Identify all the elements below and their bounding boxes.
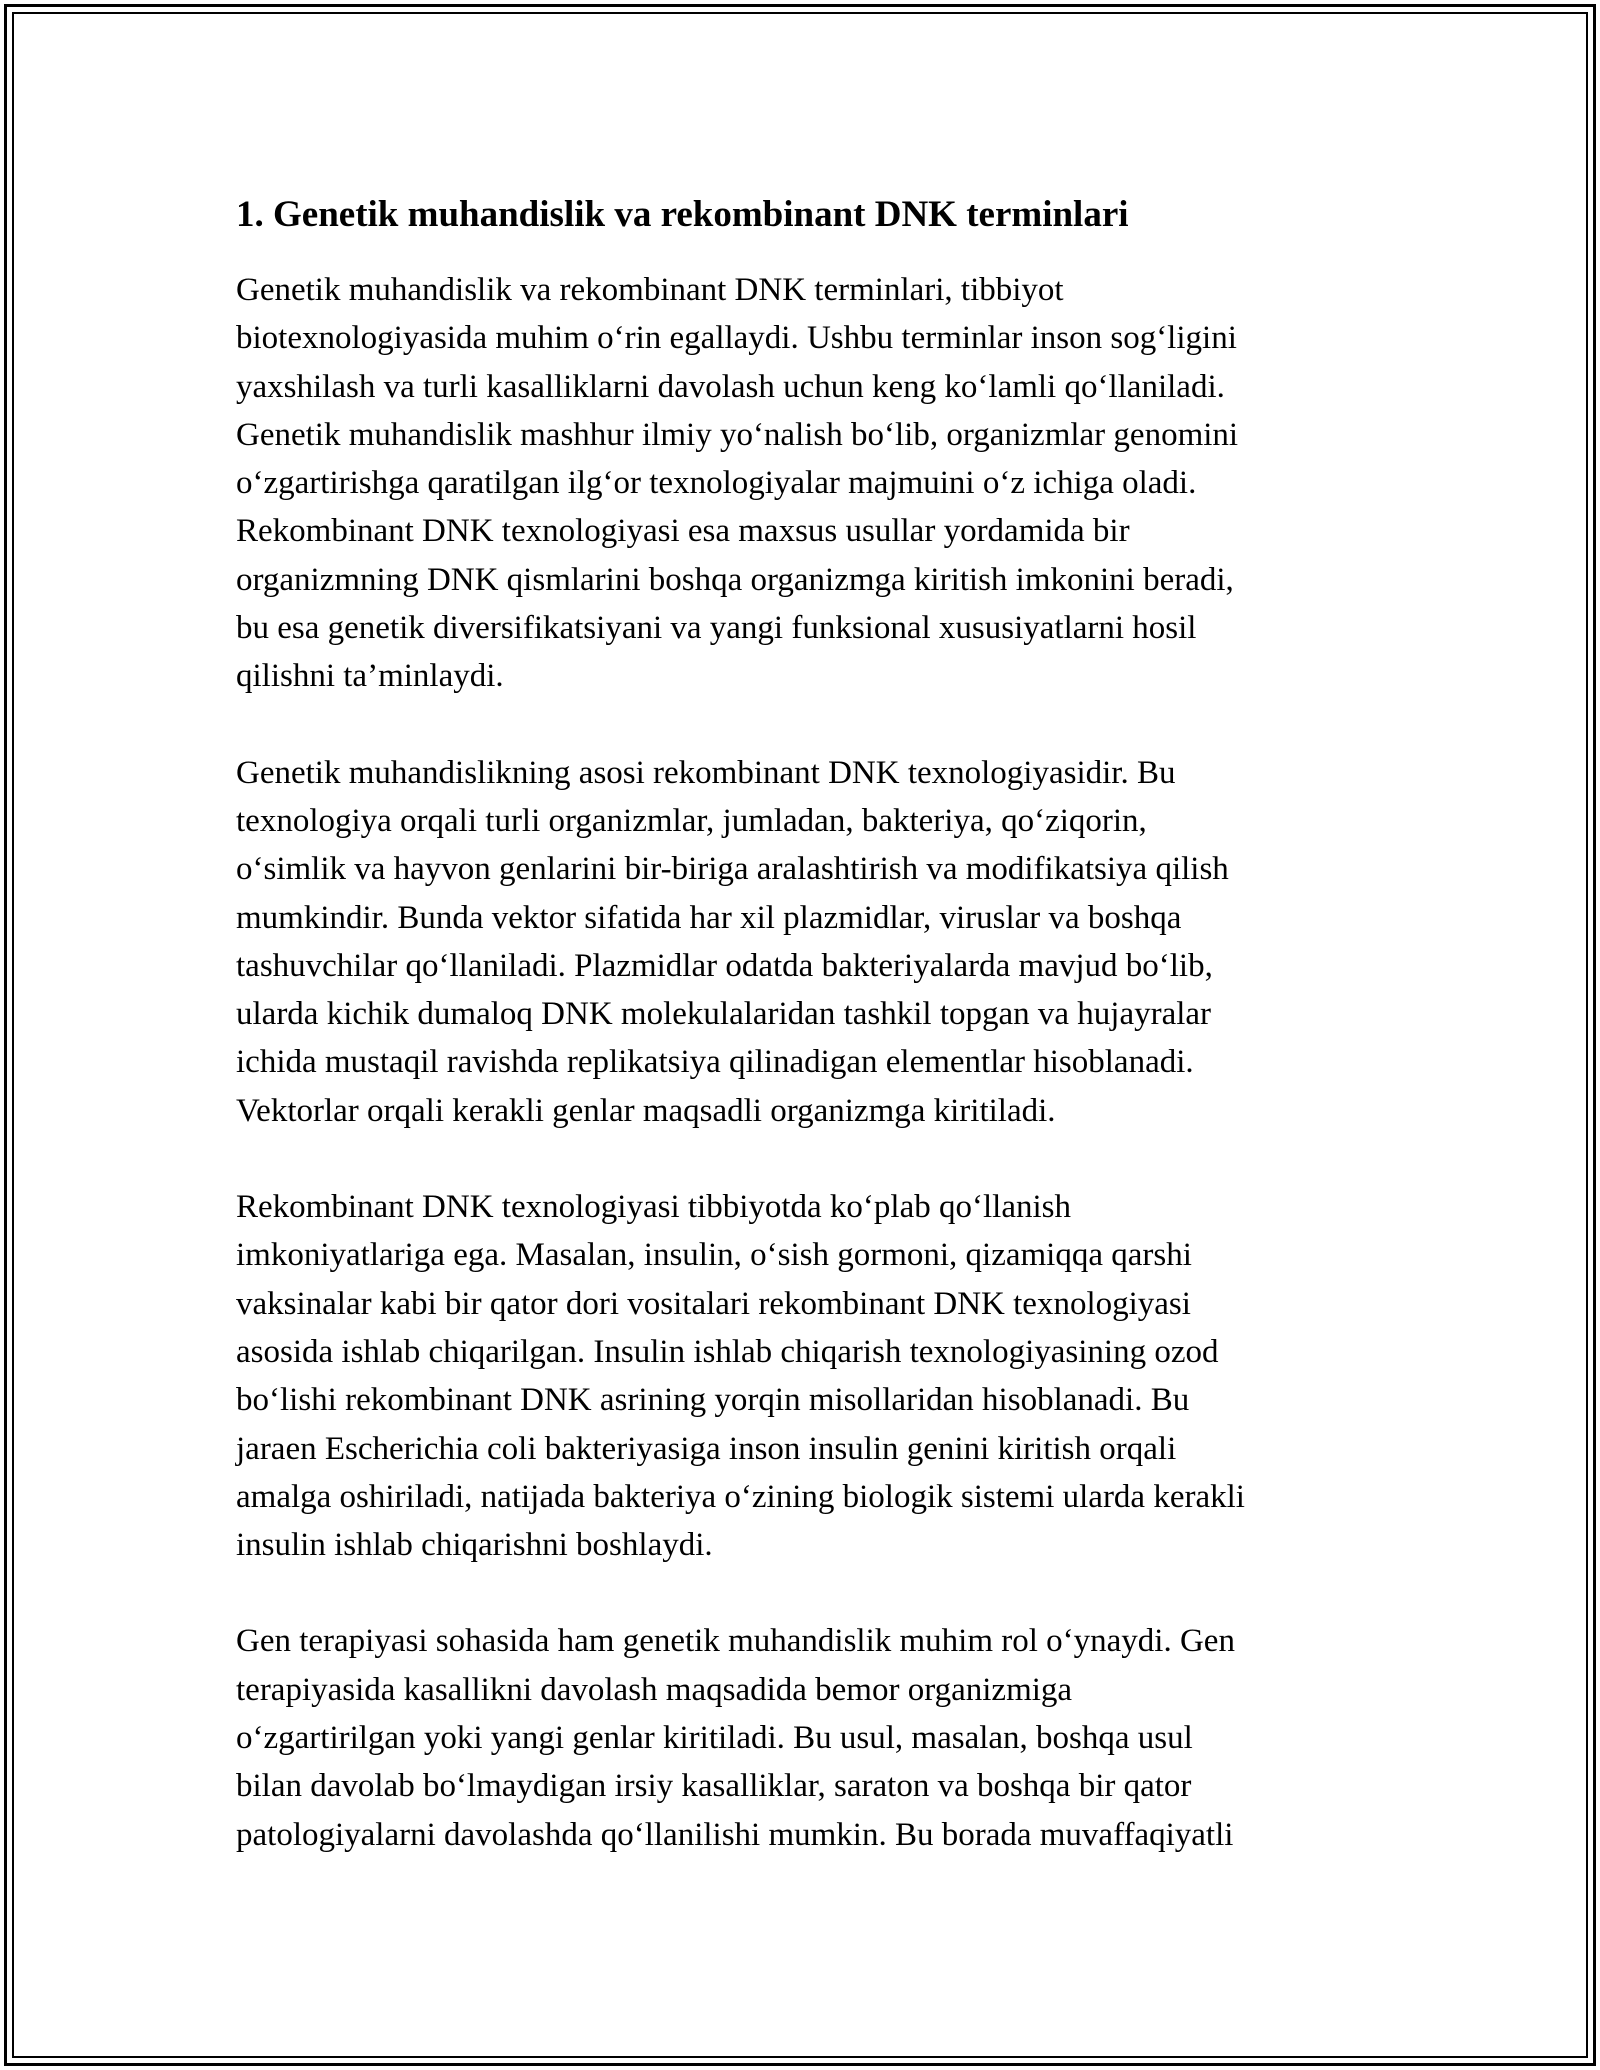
paragraph-1 bbox=[236, 266, 1366, 701]
paragraph-line: bo‘lishi rekombinant DNK asrining yorqin misollaridan hisoblanadi. Bu bbox=[236, 1382, 1190, 1419]
paragraph-line: Rekombinant DNK texnologiyasi tibbiyotda ko‘plab qo‘llanish bbox=[236, 1189, 1071, 1226]
paragraph-line: organizmning DNK qismlarini boshqa organizmga kiritish imkonini beradi, bbox=[236, 561, 1234, 598]
paragraph-line: o‘zgartirishga qaratilgan ilg‘or texnologiyalar majmuini o‘z ichiga oladi. bbox=[236, 465, 1197, 502]
paragraph-line: ichida mustaqil ravishda replikatsiya qilinadigan elementlar hisoblanadi. bbox=[236, 1044, 1194, 1081]
paragraph-line: Rekombinant DNK texnologiyasi esa maxsus usullar yordamida bir bbox=[236, 513, 1130, 550]
paragraph-line: bilan davolab bo‘lmaydigan irsiy kasalliklar, saraton va boshqa bir qator bbox=[236, 1768, 1192, 1805]
paragraph-line: vaksinalar kabi bir qator dori vositalari rekombinant DNK texnologiyasi bbox=[236, 1285, 1191, 1322]
paragraph-line: ularda kichik dumaloq DNK molekulalaridan tashkil topgan va hujayralar bbox=[236, 996, 1212, 1033]
paragraph-line: Gen terapiyasi sohasida ham genetik muhandislik muhim rol o‘ynaydi. Gen bbox=[236, 1623, 1235, 1660]
paragraph-line: tashuvchilar qo‘llaniladi. Plazmidlar odatda bakteriyalarda mavjud bo‘lib, bbox=[236, 947, 1213, 984]
paragraph-line: amalga oshiriladi, natijada bakteriya o‘zining biologik sistemi ularda kerakli bbox=[236, 1478, 1245, 1515]
paragraph-3 bbox=[236, 1183, 1366, 1569]
paragraph-line: Genetik muhandislik mashhur ilmiy yo‘nalish bo‘lib, organizmlar genomini bbox=[236, 416, 1239, 453]
paragraph-4 bbox=[236, 1617, 1366, 1858]
paragraph-line: Vektorlar orqali kerakli genlar maqsadli organizmga kiritiladi. bbox=[236, 1092, 1056, 1129]
paragraph-line: texnologiya orqali turli organizmlar, jumladan, bakteriya, qo‘ziqorin, bbox=[236, 802, 1147, 839]
paragraph-line: patologiyalarni davolashda qo‘llanilishi mumkin. Bu borada muvaffaqiyatli bbox=[236, 1816, 1234, 1853]
paragraph-line: asosida ishlab chiqarilgan. Insulin ishlab chiqarish texnologiyasining ozod bbox=[236, 1333, 1219, 1370]
paragraph-line: o‘zgartirilgan yoki yangi genlar kiritiladi. Bu usul, masalan, boshqa usul bbox=[236, 1720, 1193, 1757]
paragraph-line: Genetik muhandislik va rekombinant DNK terminlari, tibbiyot bbox=[236, 272, 1064, 308]
paragraph-line: terapiyasida kasallikni davolash maqsadida bemor organizmiga bbox=[236, 1671, 1073, 1708]
document-body bbox=[236, 188, 1366, 1859]
section-heading: 1. Genetik muhandislik va rekombinant DNK terminlari bbox=[236, 194, 1129, 235]
paragraph-line: yaxshilash va turli kasalliklarni davolash uchun keng ko‘lamli qo‘llaniladi. bbox=[236, 368, 1225, 405]
paragraph-line: qilishni ta’minlaydi. bbox=[236, 658, 504, 695]
paragraph-line: o‘simlik va hayvon genlarini bir-biriga aralashtirish va modifikatsiya qilish bbox=[236, 851, 1229, 888]
paragraph-line: bu esa genetik diversifikatsiyani va yangi funksional xususiyatlarni hosil bbox=[236, 610, 1197, 647]
paragraph-line: insulin ishlab chiqarishni boshlaydi. bbox=[236, 1527, 713, 1564]
paragraph-line: biotexnologiyasida muhim o‘rin egallaydi. Ushbu terminlar inson sog‘ligini bbox=[236, 320, 1237, 357]
paragraph-line: Genetik muhandislikning asosi rekombinant DNK texnologiyasidir. Bu bbox=[236, 754, 1176, 791]
paragraph-line: imkoniyatlariga ega. Masalan, insulin, o‘sish gormoni, qizamiqqa qarshi bbox=[236, 1237, 1192, 1274]
paragraph-2 bbox=[236, 749, 1366, 1135]
paragraph-line: mumkindir. Bunda vektor sifatida har xil plazmidlar, viruslar va boshqa bbox=[236, 899, 1182, 936]
paragraph-line: jaraen Escherichia coli bakteriyasiga inson insulin genini kiritish orqali bbox=[236, 1430, 1177, 1467]
